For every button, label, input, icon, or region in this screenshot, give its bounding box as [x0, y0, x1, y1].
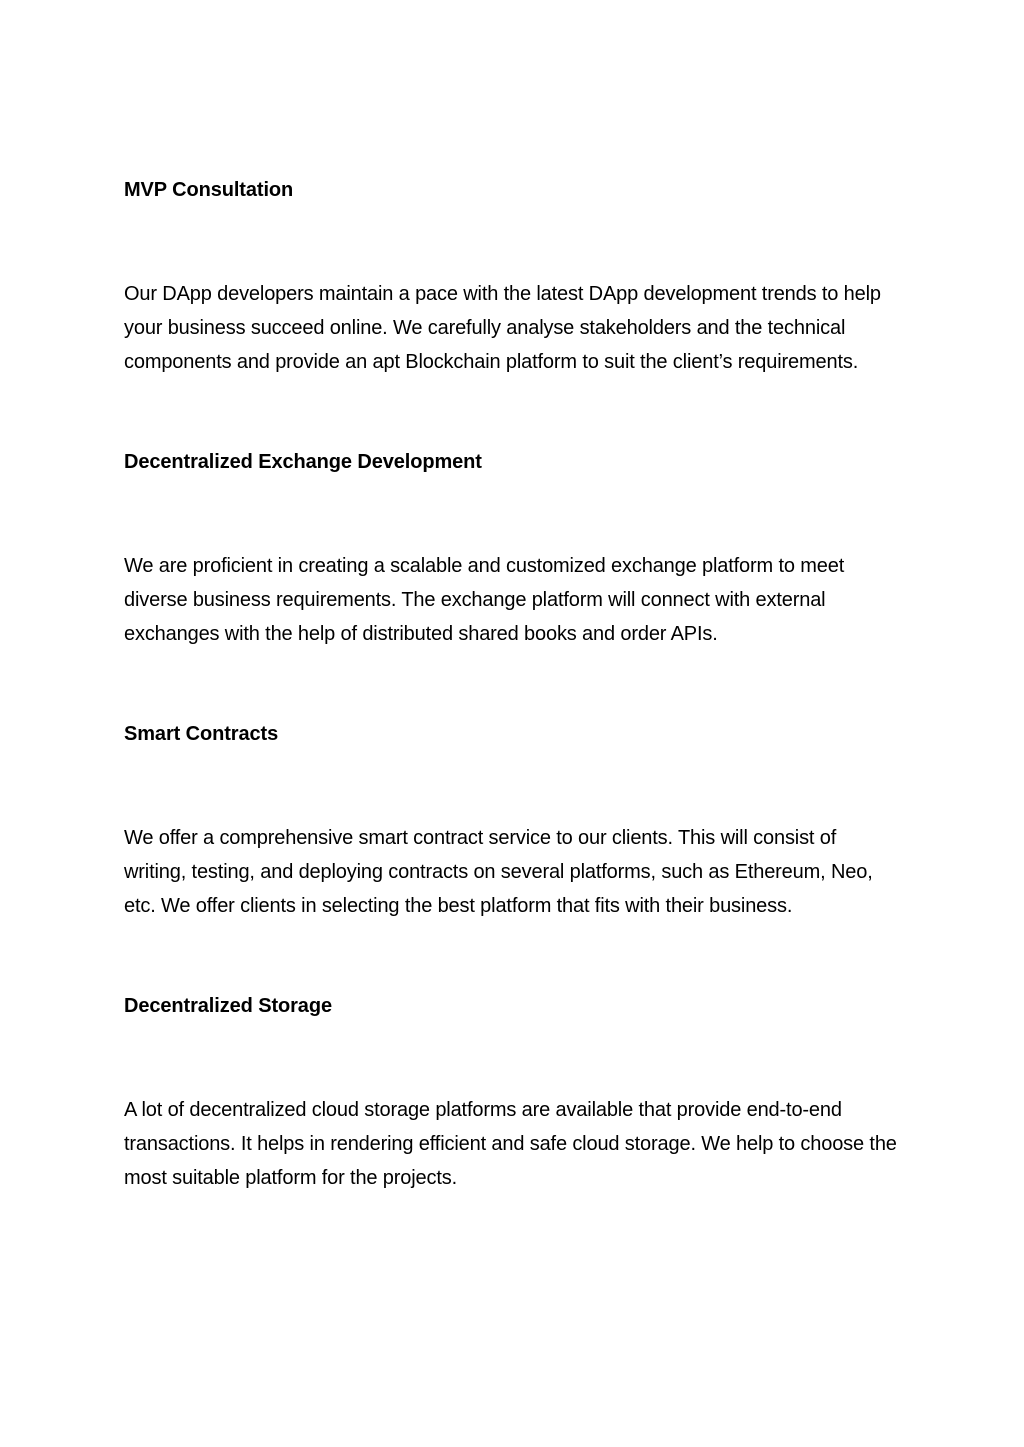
heading-decentralized-storage: Decentralized Storage	[124, 995, 332, 1017]
heading-decentralized-exchange: Decentralized Exchange Development	[124, 451, 482, 473]
heading-smart-contracts: Smart Contracts	[124, 723, 279, 745]
paragraph-decentralized-exchange: We are proficient in creating a scalable and customized exchange platform to meet diverse business requirements. The exchange platform will connect with external exchanges with the help of distributed shared books and order APIs.	[124, 555, 845, 645]
heading-mvp-consultation: MVP Consultation	[124, 179, 294, 201]
paragraph-mvp-consultation: Our DApp developers maintain a pace with the latest DApp development trends to help your business succeed online. We carefully analyse stakeholders and the technical components and provide an apt Blockchain platform to suit the client’s requirements.	[124, 283, 881, 373]
paragraph-decentralized-storage: A lot of decentralized cloud storage platforms are available that provide end-to-end transactions. It helps in rendering efficient and safe cloud storage. We help to choose the most suitable platform for the projects.	[124, 1099, 897, 1189]
document-content	[124, 175, 900, 1195]
paragraph-smart-contracts: We offer a comprehensive smart contract service to our clients. This will consist of writing, testing, and deploying contracts on several platforms, such as Ethereum, Neo, etc. We offer clients in selecting the best platform that fits with their business.	[124, 827, 873, 917]
